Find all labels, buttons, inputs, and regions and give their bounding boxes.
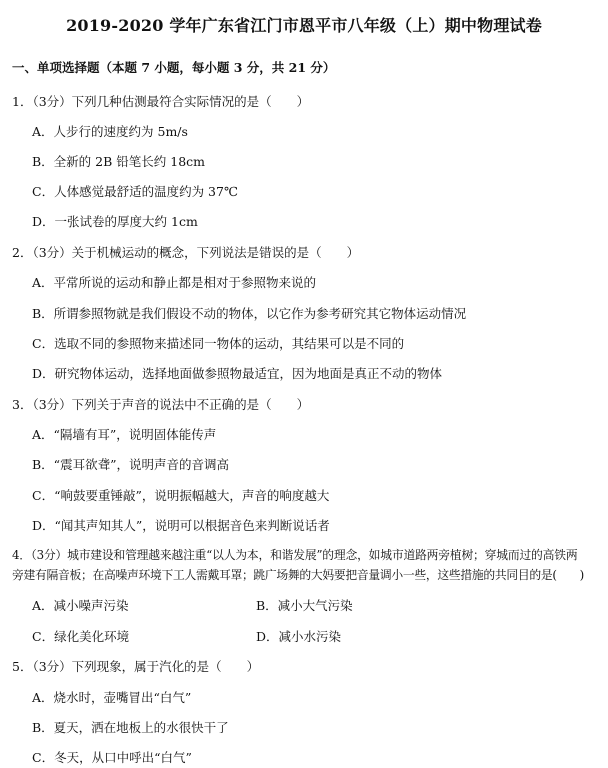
question-1-option-a: A．人步行的速度约为 5m/s [32, 124, 188, 139]
question-4-option-a: A．减小噪声污染 [32, 598, 129, 613]
question-1-option-d: D．一张试卷的厚度大约 1cm [32, 214, 198, 229]
question-1-option-c: C．人体感觉最舒适的温度约为 37℃ [32, 184, 238, 199]
question-1-option-b: B．全新的 2B 铅笔长约 18cm [32, 154, 206, 169]
question-4-option-d: D．减小水污染 [256, 629, 342, 644]
question-5-option-c: C．冬天，从口中呼出“白气” [32, 750, 192, 765]
question-2-stem: 2．（3分）关于机械运动的概念，下列说法是错误的是（ ） [12, 245, 360, 260]
question-3-option-b: B．“震耳欲聋”，说明声音的音调高 [32, 457, 229, 472]
question-2-option-c: C．选取不同的参照物来描述同一物体的运动，其结果可以是不同的 [32, 336, 405, 351]
page-title: 2019-2020 学年广东省江门市恩平市八年级（上）期中物理试卷 [66, 16, 542, 35]
question-2-option-b: B．所谓参照物就是我们假设不动的物体，以它作为参考研究其它物体运动情况 [32, 306, 467, 321]
question-4-option-b: B．减小大气污染 [256, 598, 353, 613]
question-5-option-a: A．烧水时，壶嘴冒出“白气” [32, 690, 192, 705]
question-4-stem-line-2: 旁建有隔音板；在高噪声环境下工人需戴耳罩；跳广场舞的大妈要把音量调小一些，这些措施的共同目的是( ) [12, 568, 584, 582]
question-5-option-b: B．夏天，洒在地板上的水很快干了 [32, 720, 229, 735]
question-1-stem: 1．（3分）下列几种估测最符合实际情况的是（ ） [12, 94, 310, 109]
question-3-option-a: A．“隔墙有耳”，说明固体能传声 [32, 427, 217, 442]
question-4-stem-line-1: 4．（3分）城市建设和管理越来越注重“以人为本，和谐发展”的理念，如城市道路两旁植树；穿城而过的高铁两 [12, 548, 578, 562]
section-heading: 一、单项选择题（本题 7 小题，每小题 3 分，共 21 分） [12, 60, 336, 75]
question-5-stem: 5．（3分）下列现象，属于汽化的是（ ） [12, 659, 260, 674]
question-3-option-c: C．“响鼓要重锤敲”，说明振幅越大，声音的响度越大 [32, 488, 330, 503]
question-3-stem: 3．（3分）下列关于声音的说法中不正确的是（ ） [12, 397, 310, 412]
question-3-option-d: D．“闻其声知其人”，说明可以根据音色来判断说话者 [32, 518, 330, 533]
question-2-option-a: A．平常所说的运动和静止都是相对于参照物来说的 [32, 275, 317, 290]
question-4-option-c: C．绿化美化环境 [32, 629, 130, 644]
question-2-option-d: D．研究物体运动，选择地面做参照物最适宜，因为地面是真正不动的物体 [32, 366, 443, 381]
